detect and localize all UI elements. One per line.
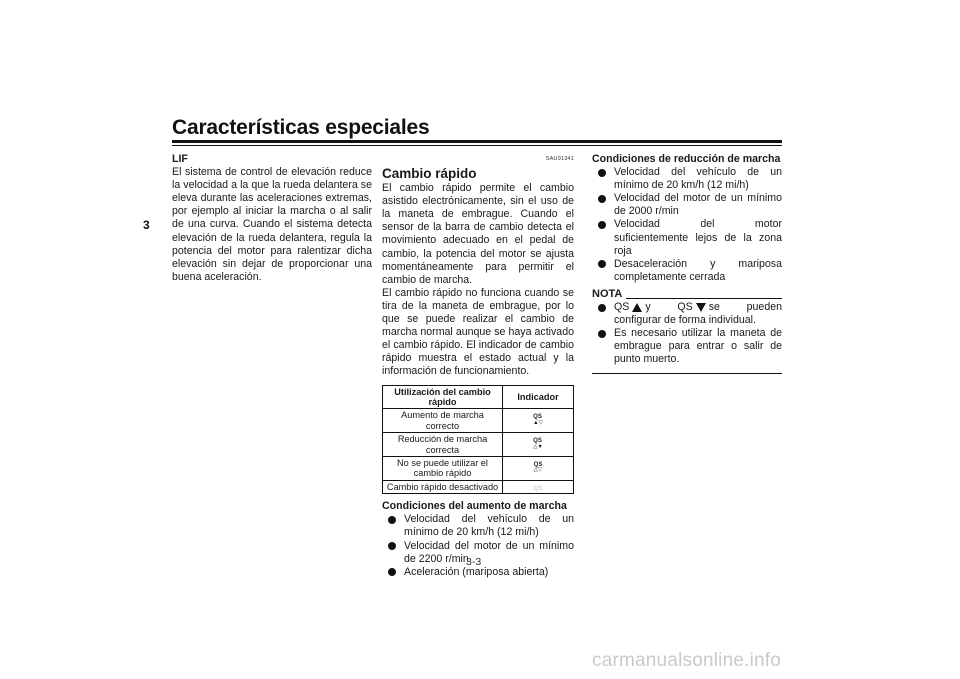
bullet-icon (388, 542, 396, 550)
lif-heading: LIF (172, 153, 188, 165)
list-item: Es necesario utilizar la maneta de embrague para entrar o salir de punto muerto. (592, 327, 782, 366)
quickshift-p2: El cambio rápido no funciona cuando se tira de la maneta de embrague, por lo que se puede realizar el cambio de marcha normal aunque se haya activado el cambio rápido. El indicador de cambio rápido muestra el estado actual y la información de funcionamiento. (382, 286, 574, 378)
chapter-tab: 3 (143, 218, 150, 232)
bullet-icon (388, 516, 396, 524)
quickshift-p1: El cambio rápido permite el cambio asistido electrónicamente, sin el uso de la maneta de embrague. Cuando el sensor de la barra de cambio detecta el movimiento adecuado en el pedal de cambio, la potencia del motor se ajusta momentáneamente para permitir el cambio de marcha. (382, 182, 574, 286)
table-row (383, 480, 574, 494)
table-header: Indicador (503, 385, 574, 409)
list-item: Velocidad del vehículo de un mínimo de 20 km/h (12 mi/h) (382, 513, 574, 539)
qs-indicator-off-icon: QS (503, 480, 574, 494)
nota-header (592, 288, 782, 301)
watermark: carmanualsonline.info (592, 650, 782, 671)
table-cell: Cambio rápido desactivado (383, 480, 503, 494)
nota-end-rule (592, 373, 782, 374)
nota-label: NOTA (592, 287, 623, 300)
list-item: Velocidad del motor suficientemente lejos de la zona roja (592, 218, 782, 257)
table-row (383, 456, 574, 480)
bullet-icon (598, 260, 606, 268)
list-item: Desaceleración y mariposa completamente cerrada (592, 258, 782, 284)
bullet-icon (598, 304, 606, 312)
table-header: Utilización del cambio rápido (383, 385, 503, 409)
triangle-up-icon (632, 303, 642, 312)
bullet-icon (388, 568, 396, 576)
list-item: Velocidad del vehículo de un mínimo de 20 km/h (12 mi/h) (592, 166, 782, 192)
downshift-section (592, 153, 782, 374)
page-title: Características especiales (172, 116, 430, 139)
bullet-icon (598, 195, 606, 203)
lif-section (172, 153, 372, 284)
qs-indicator-icon: QS ▲▽ (503, 409, 574, 433)
nota-rule (626, 298, 782, 299)
indicator-table (382, 385, 574, 495)
upshift-heading: Condiciones del aumento de marcha (382, 500, 567, 513)
section-code: SAU91341 (545, 156, 574, 162)
header-rule (172, 140, 782, 143)
list-item: Velocidad del motor de un mínimo de 2000 r/min (592, 192, 782, 218)
table-cell: Aumento de marcha correcto (383, 409, 503, 433)
page-number: 3-3 (466, 556, 482, 568)
table-row (383, 409, 574, 433)
bullet-icon (598, 169, 606, 177)
list-item: Velocidad del motor de un mínimo de 2200 r/min (382, 540, 574, 566)
bullet-icon (598, 221, 606, 229)
list-item: QS y QS se pueden configurar de forma individual. (592, 301, 782, 327)
downshift-heading: Condiciones de reducción de marcha (592, 153, 781, 165)
table-row (383, 433, 574, 457)
quickshift-section (382, 153, 574, 579)
quickshift-heading: Cambio rápido (382, 166, 477, 182)
triangle-down-icon (696, 303, 706, 312)
header-rule-thin (172, 145, 782, 146)
lif-text: El sistema de control de elevación reduce la velocidad a la que la rueda delantera se eleva durante las aceleraciones extremas, por ejemplo al iniciar la marcha o al salir de una curva. Cuando el sistema detecta elevación de la rueda delantera, regula la potencia del motor para ralentizar dicha elevación sin dejar de proporcionar una buena aceleración. (172, 166, 372, 283)
qs-indicator-icon: QS △▼ (503, 433, 574, 457)
table-cell: Reducción de marcha correcta (383, 433, 503, 457)
qs-indicator-icon: QS △▽ (503, 456, 574, 480)
list-item: Aceleración (mariposa abierta) (382, 566, 574, 579)
bullet-icon (598, 330, 606, 338)
table-cell: No se puede utilizar el cambio rápido (383, 456, 503, 480)
